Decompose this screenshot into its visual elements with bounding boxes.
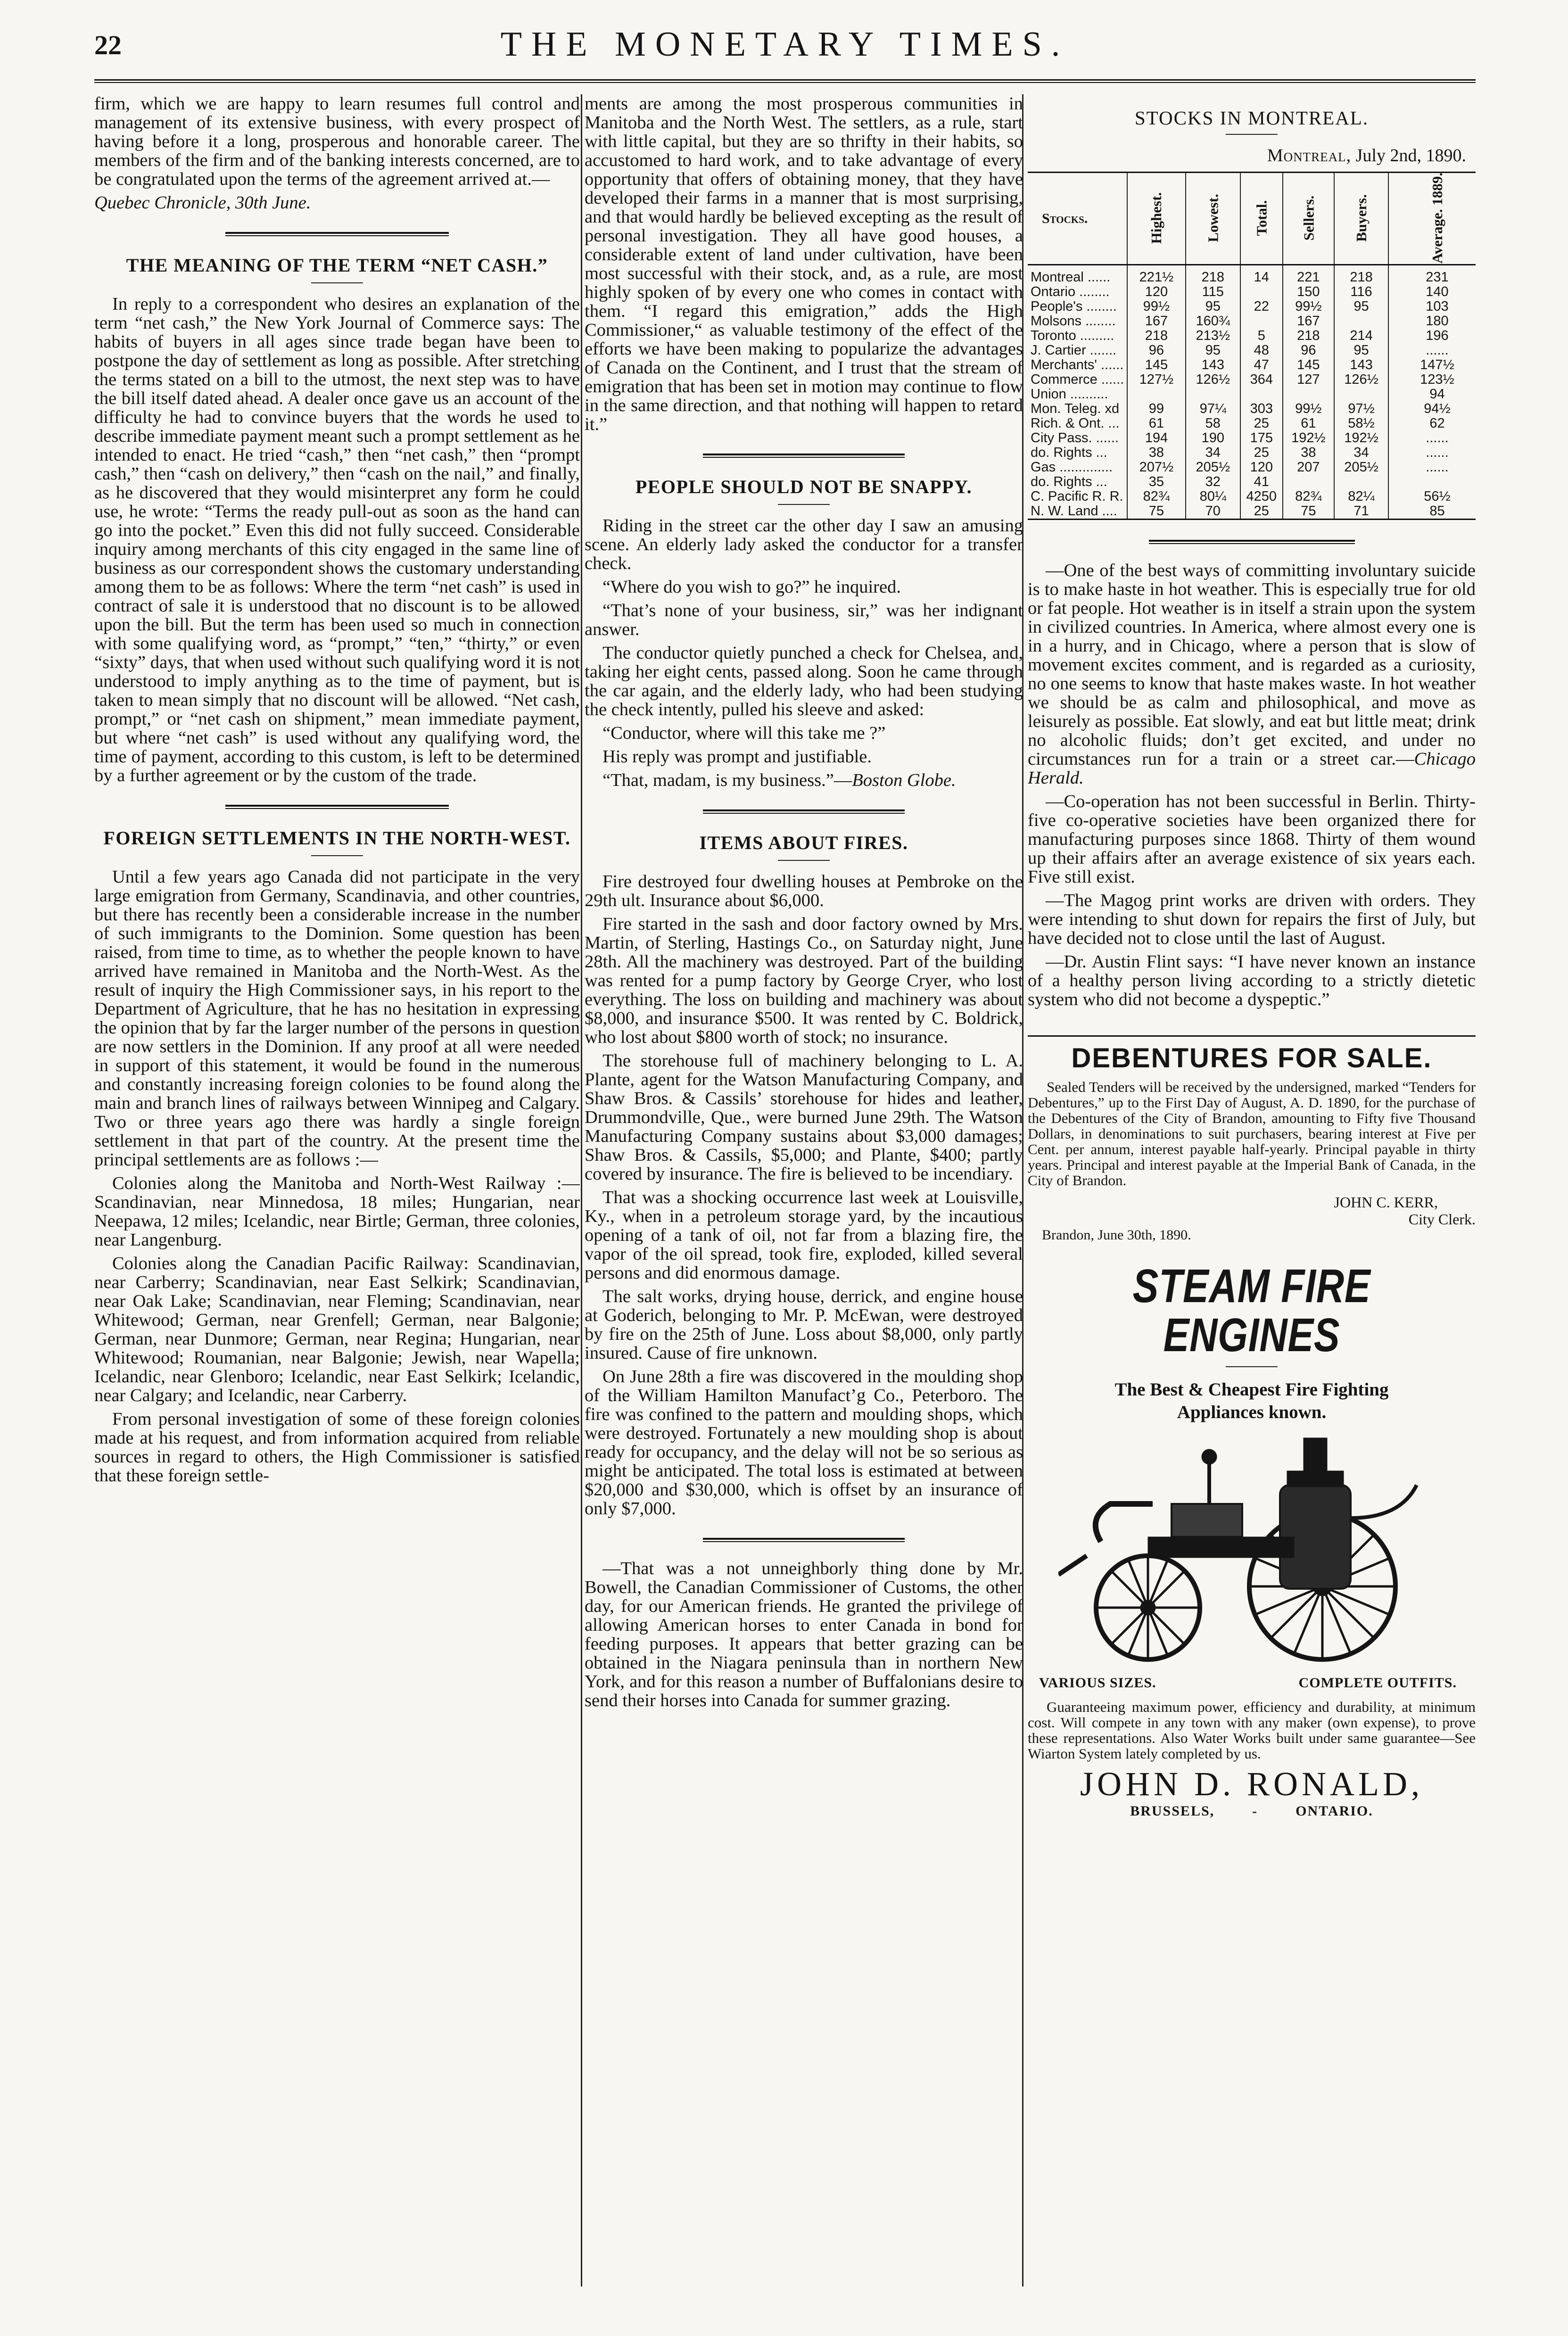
stock-value-cell — [1334, 475, 1388, 489]
stock-name-cell: People's ........ — [1031, 299, 1117, 314]
article-paragraph — [585, 771, 1023, 790]
article-paragraph: That was a shocking occurrence last week at Louisville, Ky., when in a petroleum storage yard, by the incautious opening of a tank of oil, not far from a blazing fire, the vapor of the oil spread, took fire, exploded, killed several persons and did enormous damage. — [585, 1188, 1023, 1283]
article-paragraph: The storehouse full of machinery belonging to L. A. Plante, agent for the Watson Manufacturing Company, and Shaw Bros. & Cassils’ storehouse for hides and leather, Drummondville, Que., were burned June 29th. The Watson Manufacturing Company sustains about $3,000 damages; Shaw Bros. & Cassils, $5,000; and Plante, $400; partly covered by insurance. The fire is believed to be incendiary. — [585, 1051, 1023, 1184]
stock-value-cell: 150 — [1283, 285, 1335, 299]
stock-value-cell: 41 — [1240, 475, 1283, 489]
stock-value-cell: 221 — [1283, 265, 1335, 285]
stock-value-cell: 145 — [1127, 358, 1185, 372]
stock-value-cell: 95 — [1186, 343, 1240, 358]
stock-value-cell: 115 — [1186, 285, 1240, 299]
stocks-header-cell — [1388, 173, 1476, 265]
stocks-row — [1028, 460, 1476, 475]
stock-name-cell: Union .......... — [1031, 387, 1108, 402]
steam-engines-body: Guaranteeing maximum power, efficiency and durability, at minimum cost. Will compete in any town with any maker (own expense), to prove these representations. Also Water Works built under same guarantee—See Wiarton System lately completed by us. — [1028, 1699, 1476, 1762]
article-paragraph: From personal investigation of some of these foreign colonies made at his request, and from information acquired from reliable sources in regard to others, the High Commissioner is satisfied that these foreign settle- — [94, 1409, 580, 1486]
stock-value-cell: 364 — [1240, 372, 1283, 387]
stock-value-cell: 82¼ — [1334, 489, 1388, 504]
stock-value-cell: 82¾ — [1127, 489, 1185, 504]
article-paragraph — [1028, 561, 1476, 787]
stock-value-cell: 5 — [1240, 329, 1283, 343]
debentures-body: Sealed Tenders will be received by the undersigned, marked “Tenders for Debentures,” up to the First Day of August, A. D. 1890, for the purchase of the Debentures of the City of Brandon, amounting to Fifty five Thousand Dollars, in denominations to suit purchasers, bearing interest at Five per Cent. per annum, interest payable half-yearly. Principal payable in thirty years. Principal and interest payable at the Imperial Bank of Canada, in the City of Brandon. — [1028, 1079, 1476, 1189]
article-continuation: firm, which we are happy to learn resumes full control and management of its extensive business, with every prospect of having before it a long, prosperous and honorable career. The members of the firm and of the banking interests concerned, are to be congratulated upon the terms of the agreement arrived at.— — [94, 94, 580, 189]
article-paragraph: —Dr. Austin Flint says: “I have never known an instance of a healthy person living according to a strictly dietetic system who did not become a dyspeptic.” — [1028, 952, 1476, 1009]
stock-name-cell: C. Pacific R. R. — [1031, 489, 1123, 504]
stock-name-cell: do. Rights ... — [1031, 474, 1107, 489]
title-rule — [311, 282, 363, 283]
tag-complete-outfits: COMPLETE OUTFITS. — [1298, 1675, 1457, 1691]
article-source: Chicago Herald. — [1028, 749, 1476, 788]
signer-title: City Clerk. — [1408, 1211, 1476, 1228]
stock-value-cell: 140 — [1388, 285, 1476, 299]
stock-value-cell: 96 — [1283, 343, 1335, 358]
stock-value-cell: 25 — [1240, 446, 1283, 460]
stock-value-cell: 218 — [1283, 329, 1335, 343]
stocks-row — [1028, 489, 1476, 504]
stock-name-cell: Mon. Teleg. xd — [1031, 401, 1120, 416]
column-left — [94, 94, 580, 2286]
article-paragraph: Fire started in the sash and door factory owned by Mrs. Martin, of Sterling, Hastings Co., on Saturday night, June 28th. All the machinery was destroyed. Part of the building was rented for a pump factory by George Cryer, who lost everything. The loss on building and machinery was about $8,000, and insurance $500. It was rented by C. Boldrick, who lost about $800 worth of stock; no insurance. — [585, 914, 1023, 1047]
title-rule — [778, 860, 830, 861]
stock-value-cell: 160¾ — [1186, 314, 1240, 329]
stocks-row — [1028, 446, 1476, 460]
advertisements — [1028, 1035, 1476, 1821]
steam-fire-engine-illustration — [1058, 1433, 1445, 1669]
stocks-body — [1028, 265, 1476, 520]
stocks-row — [1028, 314, 1476, 329]
stock-value-cell: 97½ — [1334, 402, 1388, 416]
article-paragraph: Colonies along the Canadian Pacific Railway: Scandinavian, near Carberry; Scandinavian, near East Selkirk; Scandinavian, near Oak Lake; Scandinavian, near Fleming; Scandinavian, near Whitewood; German, near Grenfell; German, near Balgonie; German, near Dunmore; German, near Regina; Hungarian, near Whitewood; Roumanian, near Balgonie; Jewish, near Wapella; Icelandic, near Glenboro; Icelandic, near East Selkirk; Icelandic, near Calgary; and Icelandic, near Carberry. — [94, 1254, 580, 1405]
paper-title: THE MONETARY TIMES. — [500, 25, 1070, 64]
stock-value-cell: 14 — [1240, 265, 1283, 285]
stock-value-cell: 218 — [1334, 265, 1388, 285]
article-title-net-cash: THE MEANING OF THE TERM “NET CASH.” — [126, 255, 548, 276]
section-divider — [225, 232, 449, 236]
stock-value-cell: 126½ — [1186, 372, 1240, 387]
article-paragraph: Riding in the street car the other day I saw an amusing scene. An elderly lady asked the conductor for a transfer check. — [585, 516, 1023, 573]
article-paragraph: In reply to a correspondent who desires an explanation of the term “net cash,” the New York Journal of Commerce says: The habits of buyers in all ages since trade began have been to postpone the day of settlement as long as possible. After stretching the terms stated on a bill to the utmost, the next step was to have the bill itself dated ahead. A dealer once gave us an account of the difficulty he had to convince buyers that the words he used to describe immediate payment meant such a prompt settlement as he intended to enact. He tried “cash,” then “net cash,” then “prompt cash,” then “cash on delivery,” then “cash on the nail,” and finally, as he discovered that they would misinterpret any form he could use, he wrote: “Terms the ready pull-out as soon as the hand can go into the pocket.” Even this did not fully succeed. Considerable inquiry among merchants of this city engaged in the same line of business as our correspondent shows the customary understanding among them to be as follows: Where the term “net cash” is used in contract of sale it is understood that no discount is to be allowed upon the bill. But the term has been used so much in connection with some qualifying word, as “prompt,” “ten,” “thirty,” or even “sixty” days, that when used without such qualifying word it is not understood to imply anything as to the time of payment, but is taken to mean simply that no discount will be allowed. “Net cash, prompt,” or “net cash on shipment,” mean immediate payment, but where “net cash” is used without any qualifying word, the time of payment, according to this custom, is left to be determined by a further agreement or by the custom of the trade. — [94, 294, 580, 785]
stock-value-cell: 99½ — [1283, 402, 1335, 416]
stocks-row — [1028, 402, 1476, 416]
stocks-header-label: Average. 1889. — [1428, 172, 1445, 264]
stock-value-cell: 205½ — [1334, 460, 1388, 475]
stocks-title: STOCKS IN MONTREAL. — [1134, 107, 1369, 129]
steam-engines-tagline: Appliances known. — [1177, 1402, 1327, 1422]
stock-value-cell: 303 — [1240, 402, 1283, 416]
maker-address — [1028, 1802, 1476, 1821]
section-divider — [703, 1538, 905, 1542]
stock-value-cell: ...... — [1388, 343, 1476, 358]
stocks-header-label: Buyers. — [1353, 194, 1370, 242]
stock-value-cell: 218 — [1127, 329, 1185, 343]
title-rule — [778, 504, 830, 505]
stocks-table — [1028, 172, 1476, 520]
stock-value-cell: 207 — [1283, 460, 1335, 475]
stock-value-cell: 34 — [1186, 446, 1240, 460]
stocks-row — [1028, 387, 1476, 402]
stock-value-cell: 97¼ — [1186, 402, 1240, 416]
stock-name-cell: Montreal ...... — [1031, 270, 1111, 285]
stocks-header-cell — [1334, 173, 1388, 265]
article-paragraph: “That’s none of your business, sir,” was her indignant answer. — [585, 601, 1023, 639]
stocks-header-cell — [1186, 173, 1240, 265]
stock-value-cell: 99 — [1127, 402, 1185, 416]
steam-engines-tags — [1028, 1674, 1476, 1692]
article-title-snappy: PEOPLE SHOULD NOT BE SNAPPY. — [635, 476, 973, 497]
title-rule — [311, 855, 363, 856]
stock-value-cell: 123½ — [1388, 372, 1476, 387]
article-paragraph: —The Magog print works are driven with orders. They were intending to shut down for repairs the first of July, but have decided not to close until the last of August. — [1028, 891, 1476, 948]
article-title-fires: ITEMS ABOUT FIRES. — [699, 832, 908, 853]
article-paragraph: On June 28th a fire was discovered in the moulding shop of the William Hamilton Manufact’g Co., Peterboro. The fire was confined to the pattern and moulding shops, which were destroyed. Fortunately a new moulding shop is about ready for occupancy, and the delay will not be so serious as might be anticipated. The total loss is estimated at between $20,000 and $30,000, which is offset by an insurance of only $7,000. — [585, 1367, 1023, 1519]
section-divider — [703, 454, 905, 458]
stock-value-cell: 56½ — [1388, 489, 1476, 504]
article-source: Quebec Chronicle, 30th June. — [94, 193, 311, 213]
masthead-rule — [94, 79, 1476, 83]
stock-value-cell: 103 — [1388, 299, 1476, 314]
stock-value-cell — [1186, 387, 1240, 402]
stock-value-cell: 94½ — [1388, 402, 1476, 416]
stock-name-cell: Ontario ........ — [1031, 284, 1110, 299]
stocks-row — [1028, 285, 1476, 299]
stock-value-cell: 38 — [1127, 446, 1185, 460]
title-rule — [1226, 134, 1278, 135]
stock-value-cell: 96 — [1127, 343, 1185, 358]
article-paragraph: Colonies along the Manitoba and North-West Railway :—Scandinavian, near Minnedosa, 18 miles; Hungarian, near Neepawa, 12 miles; Icelandic, near Birtle; German, three colonies, near Langenburg. — [94, 1173, 580, 1250]
stock-value-cell: 32 — [1186, 475, 1240, 489]
stocks-row — [1028, 372, 1476, 387]
stocks-row — [1028, 329, 1476, 343]
stock-value-cell: 99½ — [1127, 299, 1185, 314]
stock-name-cell: City Pass. ...... — [1031, 430, 1119, 446]
stock-name-cell: J. Cartier ....... — [1031, 343, 1117, 358]
page-number: 22 — [94, 30, 122, 60]
steam-engines-title: STEAM FIRE ENGINES — [1132, 1260, 1371, 1362]
stocks-header-cell — [1127, 173, 1185, 265]
stock-value-cell: 95 — [1186, 299, 1240, 314]
stock-name-cell: Gas .............. — [1031, 460, 1113, 475]
stock-value-cell: 4250 — [1240, 489, 1283, 504]
stock-value-cell: 75 — [1283, 504, 1335, 520]
stock-value-cell: 192½ — [1334, 431, 1388, 446]
stock-value-cell: 231 — [1388, 265, 1476, 285]
maker-city: BRUSSELS, — [1130, 1803, 1215, 1819]
stock-value-cell: 221½ — [1127, 265, 1185, 285]
column-right — [1028, 94, 1476, 2286]
section-divider — [1149, 540, 1355, 544]
article-paragraph: —Co-operation has not been successful in Berlin. Thirty-five co-operative societies have been organized there for manufacturing purposes since 1868. Thirty of them wound up their affairs after an average existence of six years each. Five still exist. — [1028, 792, 1476, 887]
article-paragraph: His reply was prompt and justifiable. — [602, 747, 872, 767]
stock-value-cell: 167 — [1127, 314, 1185, 329]
article-paragraph: Fire destroyed four dwelling houses at Pembroke on the 29th ult. Insurance about $6,000. — [585, 872, 1023, 910]
stock-value-cell — [1240, 285, 1283, 299]
stock-value-cell — [1127, 387, 1185, 402]
address-separator: - — [1252, 1803, 1258, 1819]
stocks-row — [1028, 431, 1476, 446]
stocks-row — [1028, 416, 1476, 431]
stocks-header-cell — [1283, 173, 1335, 265]
stock-value-cell — [1283, 387, 1335, 402]
stocks-date-value: July 2nd, 1890. — [1355, 146, 1466, 165]
stock-value-cell: 194 — [1127, 431, 1185, 446]
article-paragraph: Until a few years ago Canada did not participate in the very large emigration from Germany, Scandinavia, and other countries, but there has recently been a considerable increase in the number of such immigrants to the Dominion. Some question has been raised, from time to time, as to whether the people known to have arrived have remained in Manitoba and the North-West. As the result of inquiry the High Commissioner says, in his report to the Department of Agriculture, that he has no hesitation in expressing the opinion that by far the larger number of the persons in question are now settlers in the Dominion. If any proof at all were needed in support of this statement, it would be found in the numerous and constantly increasing foreign colonies to be found along the main and branch lines of railways between Winnipeg and Calgary. Two or three years ago there was hardly a single foreign settlement in that part of the country. At the present time the principal settlements are as follows :— — [94, 867, 580, 1170]
stock-value-cell: 80¼ — [1186, 489, 1240, 504]
stock-value-cell: 120 — [1127, 285, 1185, 299]
stocks-header-label: Lowest. — [1205, 194, 1221, 242]
stock-value-cell: 95 — [1334, 299, 1388, 314]
stocks-header-label: Total. — [1253, 200, 1270, 236]
article-paragraph: “Where do you wish to go?” he inquired. — [602, 577, 901, 597]
stock-value-cell — [1334, 387, 1388, 402]
stocks-header-cell: Stocks. — [1042, 211, 1088, 226]
stock-value-cell: 143 — [1334, 358, 1388, 372]
stocks-row — [1028, 358, 1476, 372]
stock-value-cell: 25 — [1240, 504, 1283, 520]
stock-name-cell: do. Rights ... — [1031, 445, 1107, 460]
stock-value-cell: 147½ — [1388, 358, 1476, 372]
stock-value-cell: 214 — [1334, 329, 1388, 343]
debentures-signature — [1028, 1194, 1476, 1228]
steam-engines-tagline: The Best & Cheapest Fire Fighting — [1114, 1379, 1389, 1400]
stock-name-cell: Molsons ........ — [1031, 314, 1116, 329]
stocks-row — [1028, 299, 1476, 314]
stock-value-cell: 58 — [1186, 416, 1240, 431]
stocks-header-label: Highest. — [1148, 192, 1165, 244]
stocks-place: Montreal, — [1267, 146, 1352, 165]
article-paragraph: —That was a not unneighborly thing done by Mr. Bowell, the Canadian Commissioner of Customs, the other day, for our American friends. He granted the privilege of allowing American horses to enter Canada in bond for feeding purposes. It appears that better grazing can be obtained in the Niagara peninsula than in northern New York, and for this reason a number of Buffalonians desire to send their horses into Canada for summer grazing. — [585, 1559, 1023, 1710]
stock-value-cell: 35 — [1127, 475, 1185, 489]
stock-value-cell: 218 — [1186, 265, 1240, 285]
stock-value-cell: 48 — [1240, 343, 1283, 358]
stock-value-cell: 85 — [1388, 504, 1476, 520]
article-source: Boston Globe. — [852, 770, 956, 790]
tag-various-sizes: VARIOUS SIZES. — [1039, 1675, 1156, 1691]
quote-text: “That, madam, is my business.”— — [602, 770, 852, 790]
stock-value-cell: 75 — [1127, 504, 1185, 520]
stock-name-cell: Merchants' ...... — [1031, 357, 1124, 372]
stock-value-cell: 126½ — [1334, 372, 1388, 387]
article-paragraph: The conductor quietly punched a check for Chelsea, and, taking her eight cents, passed along. Soon he came through the car again, and the elderly lady, who had been studying the check intently, pulled his sleeve and asked: — [585, 643, 1023, 719]
stock-value-cell — [1388, 475, 1476, 489]
maker-province: ONTARIO. — [1296, 1803, 1373, 1819]
article-paragraph: “Conductor, where will this take me ?” — [602, 723, 886, 743]
stock-value-cell: 34 — [1334, 446, 1388, 460]
stock-value-cell: 95 — [1334, 343, 1388, 358]
stock-name-cell: Toronto ......... — [1031, 328, 1114, 343]
stock-value-cell: 58½ — [1334, 416, 1388, 431]
stocks-header-cell — [1240, 173, 1283, 265]
stocks-row — [1028, 504, 1476, 520]
stock-value-cell: 175 — [1240, 431, 1283, 446]
stocks-header-label: Sellers. — [1300, 195, 1317, 241]
stock-value-cell: 82¾ — [1283, 489, 1335, 504]
stock-value-cell: 22 — [1240, 299, 1283, 314]
stock-value-cell: 213½ — [1186, 329, 1240, 343]
stock-value-cell: 25 — [1240, 416, 1283, 431]
stock-name-cell: Rich. & Ont. ... — [1031, 416, 1120, 431]
stock-value-cell: 190 — [1186, 431, 1240, 446]
stock-value-cell — [1334, 314, 1388, 329]
stock-value-cell: 99½ — [1283, 299, 1335, 314]
stock-value-cell: ...... — [1388, 446, 1476, 460]
stock-value-cell: 71 — [1334, 504, 1388, 520]
stock-value-cell: 116 — [1334, 285, 1388, 299]
stocks-header-row — [1028, 173, 1476, 265]
stock-value-cell: ...... — [1388, 460, 1476, 475]
stock-value-cell: 127½ — [1127, 372, 1185, 387]
stock-value-cell: 47 — [1240, 358, 1283, 372]
stock-value-cell: 207½ — [1127, 460, 1185, 475]
section-divider — [703, 809, 905, 814]
section-divider — [225, 805, 449, 809]
stock-value-cell — [1240, 387, 1283, 402]
masthead — [94, 25, 1476, 81]
stocks-row — [1028, 265, 1476, 285]
stock-value-cell: 192½ — [1283, 431, 1335, 446]
stock-value-cell: 143 — [1186, 358, 1240, 372]
article-continuation: ments are among the most prosperous communities in Manitoba and the North West. The settlers, as a rule, start with little capital, but they are so thrifty in their habits, so accustomed to hard work, and to take advantage of every opportunity that offers of obtaining money, that they have developed their farms in a manner that is most surprising, and that would hardly be believed excepting as the result of personal investigation. They all have good houses, a considerable extent of land under cultivation, have been most successful with their stock, and, as a rule, are most highly spoken of by every one who comes in contact with them. “I regard this emigration,” adds the High Commissioner,“ as valuable testimony of the effect of the efforts we have been making to popularize the advantages of Canada on the Continent, and I trust that the stream of emigration that has been set in motion may continue to flow in the same direction, and that nothing will happen to retard it.” — [585, 94, 1023, 434]
stock-name-cell: Commerce ...... — [1031, 372, 1124, 387]
stock-value-cell: 120 — [1240, 460, 1283, 475]
stock-value-cell: 145 — [1283, 358, 1335, 372]
stock-value-cell: 205½ — [1186, 460, 1240, 475]
stock-value-cell: 38 — [1283, 446, 1335, 460]
paragraph-text: —One of the best ways of committing involuntary suicide is to make haste in hot weather. This is especially true for old or fat people. Hot weather is in itself a strain upon the system in civilized countries. In America, where almost every one is in a hurry, and in Chicago, where a person that is slow of movement excites comment, and is regarded as a curiosity, no one seems to know that haste makes waste. In hot weather we should be as calm and philosophical, and move as leisurely as possible. Eat slowly, and eat but little meat; drink no alcoholic fluids; don’t get excited, and under no circumstances run for a train or a street car.— — [1028, 561, 1476, 769]
stock-value-cell — [1240, 314, 1283, 329]
stock-value-cell: 180 — [1388, 314, 1476, 329]
stock-value-cell: 94 — [1388, 387, 1476, 402]
stock-value-cell: 61 — [1127, 416, 1185, 431]
debentures-date: Brandon, June 30th, 1890. — [1042, 1227, 1191, 1243]
maker-name: JOHN D. RONALD, — [1080, 1765, 1423, 1803]
article-title-foreign-settlements: FOREIGN SETTLEMENTS IN THE NORTH-WEST. — [103, 827, 571, 849]
stock-value-cell: 62 — [1388, 416, 1476, 431]
column-middle — [585, 94, 1023, 2286]
title-rule — [1226, 1366, 1278, 1367]
column-divider — [581, 94, 582, 2286]
article-paragraph: The salt works, drying house, derrick, and engine house at Goderich, belonging to Mr. P. McEwan, were destroyed by fire on the 25th of June. Loss about $8,000, only partly insured. Cause of fire unknown. — [585, 1287, 1023, 1363]
stock-value-cell: 61 — [1283, 416, 1335, 431]
stocks-row — [1028, 475, 1476, 489]
stock-value-cell: 196 — [1388, 329, 1476, 343]
stock-value-cell — [1283, 475, 1335, 489]
stock-name-cell: N. W. Land .... — [1031, 504, 1117, 519]
stocks-date — [1028, 146, 1466, 165]
signer-name: JOHN C. KERR, — [1334, 1194, 1438, 1211]
stock-value-cell: ...... — [1388, 431, 1476, 446]
stock-value-cell: 127 — [1283, 372, 1335, 387]
stocks-row — [1028, 343, 1476, 358]
debentures-title: DEBENTURES FOR SALE. — [1071, 1043, 1432, 1073]
stock-value-cell: 70 — [1186, 504, 1240, 520]
stock-value-cell: 167 — [1283, 314, 1335, 329]
